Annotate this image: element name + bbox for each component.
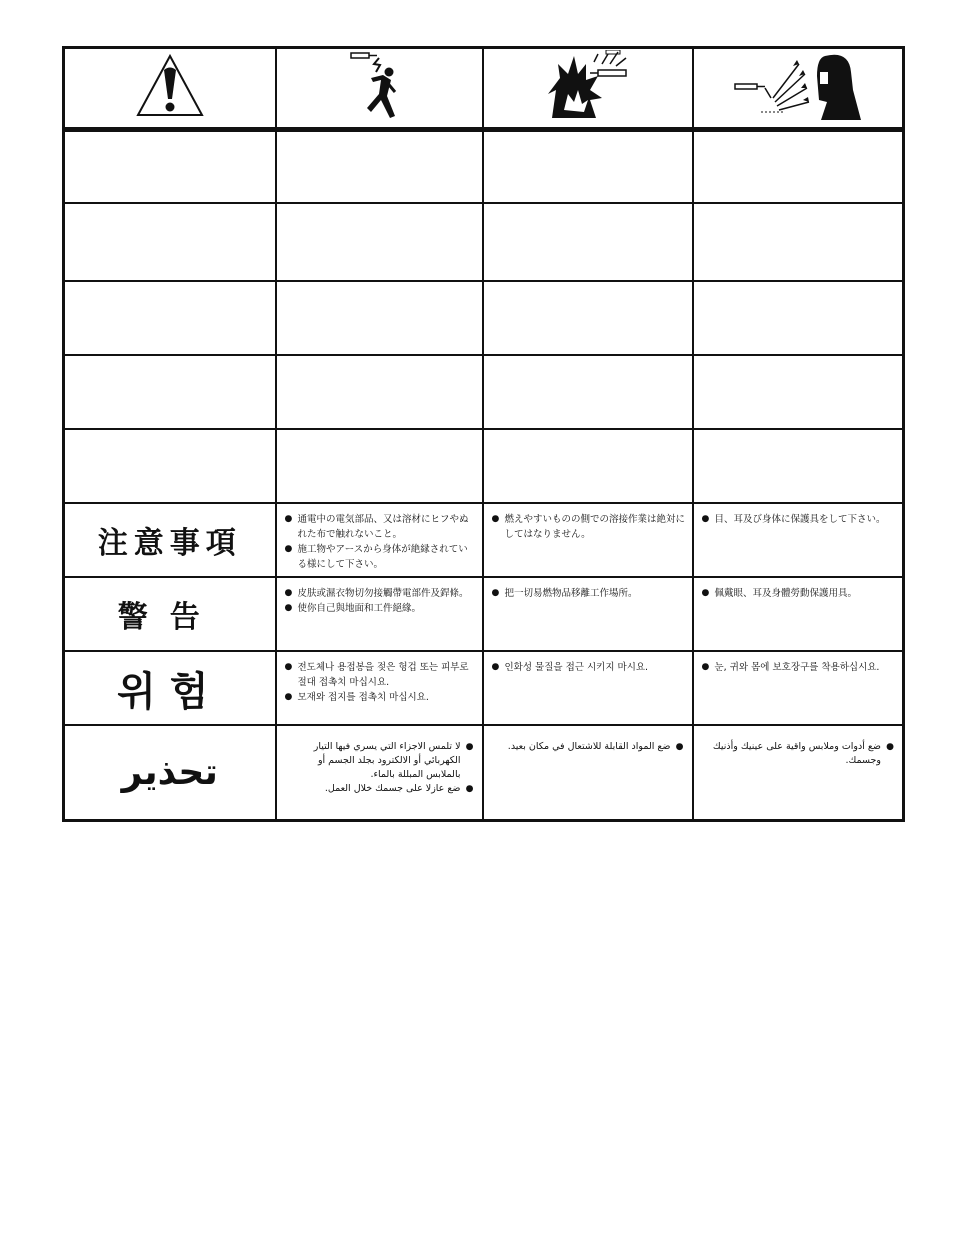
table-row (64, 355, 904, 429)
shock-warning-cell (276, 577, 483, 651)
shock-warning-cell (276, 503, 483, 577)
arc-rays-helmet-icon (733, 50, 863, 122)
warning-table (62, 46, 905, 822)
bullet-icon: ● (491, 588, 500, 598)
table-cell (483, 281, 693, 355)
warning-list (484, 578, 692, 601)
bullet-icon: ● (701, 588, 710, 598)
table-cell (276, 130, 483, 204)
table-cell (693, 355, 904, 429)
list-item: ● ضع عازلا على جسمك خلال العمل. (324, 783, 474, 794)
table-row (64, 429, 904, 503)
table-cell (276, 281, 483, 355)
list-item: ● 目、耳及び身体に保護具をして下さい。 (701, 514, 886, 525)
table-cell (483, 130, 693, 204)
list-item: ● 佩戴眼、耳及身體勞動保護用具。 (701, 588, 858, 599)
explosion-icon (546, 50, 630, 122)
bullet-icon: ● (701, 514, 710, 524)
language-label-japanese: 注意事項 (97, 526, 242, 561)
language-label-chinese: 警告 (117, 600, 222, 635)
rays-warning-cell (693, 503, 904, 577)
bullet-icon: ● (701, 662, 710, 672)
table-cell (693, 281, 904, 355)
table-row (64, 203, 904, 281)
list-item: ● 燃えやすいものの側での溶接作業は絶対にしてはなりません。 (491, 514, 686, 540)
language-label-korean: 위험 (117, 668, 223, 715)
bullet-icon: ● (465, 742, 474, 752)
table-cell (483, 355, 693, 429)
icon-cell-fire (483, 48, 693, 130)
warning-list (484, 504, 692, 542)
warning-list (694, 578, 903, 601)
table-cell (64, 203, 276, 281)
korean-row (64, 651, 904, 725)
shock-warning-cell (276, 725, 483, 821)
icon-cell-electric (276, 48, 483, 130)
warning-list (694, 652, 903, 675)
language-label-cell (64, 651, 276, 725)
table-cell (64, 281, 276, 355)
icon-row (64, 48, 904, 130)
arabic-row (64, 725, 904, 821)
list-item: ● 인화성 물질을 접근 시키지 마시요. (491, 662, 649, 673)
list-item: ● لا تلمس الاجزاء التي يسري فيها التيار الكهربائي أو الالكترود بجلد الجسم أو بالملابس المبللة بالماء. (313, 741, 474, 780)
table-cell (64, 130, 276, 204)
language-label-cell (64, 725, 276, 821)
rays-warning-cell (693, 651, 904, 725)
table-cell (276, 203, 483, 281)
bullet-icon: ● (675, 742, 684, 752)
list-item: ● 눈, 귀와 몸에 보호장구를 착용하십시요. (701, 662, 880, 673)
warning-list (484, 652, 692, 675)
table-row (64, 281, 904, 355)
bullet-icon: ● (284, 692, 293, 702)
shock-warning-cell (276, 651, 483, 725)
table-cell (693, 130, 904, 204)
bullet-icon: ● (465, 784, 474, 794)
fire-warning-cell (483, 503, 693, 577)
bullet-icon: ● (886, 742, 894, 752)
list-item: ● 通電中の電気部品、又は溶材にヒフやぬれた布で触れないこと。 (284, 514, 469, 540)
warning-list (694, 504, 903, 527)
list-item: ● 모재와 접지를 접촉치 마십시요. (284, 692, 429, 703)
language-label-cell (64, 577, 276, 651)
list-item: ● ضع المواد القابلة للاشتعال في مكان بعيد. (507, 741, 684, 752)
japanese-row (64, 503, 904, 577)
warning-list (484, 726, 692, 754)
table-cell (276, 429, 483, 503)
table-cell (483, 203, 693, 281)
warning-list (277, 578, 482, 616)
table-cell (483, 429, 693, 503)
table-cell (64, 355, 276, 429)
warning-list (277, 504, 482, 572)
list-item: ● 전도체나 용접봉을 젖은 헝겁 또는 피부로 절대 접촉치 마십시요. (284, 662, 469, 688)
table-cell (693, 203, 904, 281)
list-item: ● ضع أدوات وملابس واقية على عينيك وأذنيك وجسمك. (712, 741, 894, 766)
bullet-icon: ● (491, 662, 500, 672)
fire-warning-cell (483, 725, 693, 821)
list-item: ● 施工物やアースから身体が絶縁されている様にして下さい。 (284, 544, 468, 570)
table-cell (64, 429, 276, 503)
bullet-icon: ● (284, 603, 293, 613)
warning-triangle-icon (135, 53, 205, 119)
list-item: ● 皮肤或濕衣物切勿接觸帶電部件及銲條。 (284, 588, 469, 599)
list-item: ● 把一切易燃物品移離工作場所。 (491, 588, 638, 599)
rays-warning-cell (693, 577, 904, 651)
icon-cell-general (64, 48, 276, 130)
fire-warning-cell (483, 651, 693, 725)
bullet-icon: ● (491, 514, 500, 524)
table-cell (693, 429, 904, 503)
fire-warning-cell (483, 577, 693, 651)
icon-cell-radiation (693, 48, 904, 130)
table-cell (276, 355, 483, 429)
bullet-icon: ● (284, 544, 293, 554)
bullet-icon: ● (284, 514, 293, 524)
language-label-arabic: تحذير (121, 752, 218, 793)
warning-list (277, 652, 482, 705)
rays-warning-cell (693, 725, 904, 821)
bullet-icon: ● (284, 588, 293, 598)
table-row (64, 130, 904, 204)
warning-list (277, 726, 482, 796)
warning-list (694, 726, 903, 768)
language-label-cell (64, 503, 276, 577)
list-item: ● 使你自己與地面和工件絕緣。 (284, 603, 422, 614)
electric-shock-icon (349, 50, 409, 122)
chinese-row (64, 577, 904, 651)
bullet-icon: ● (284, 662, 293, 672)
